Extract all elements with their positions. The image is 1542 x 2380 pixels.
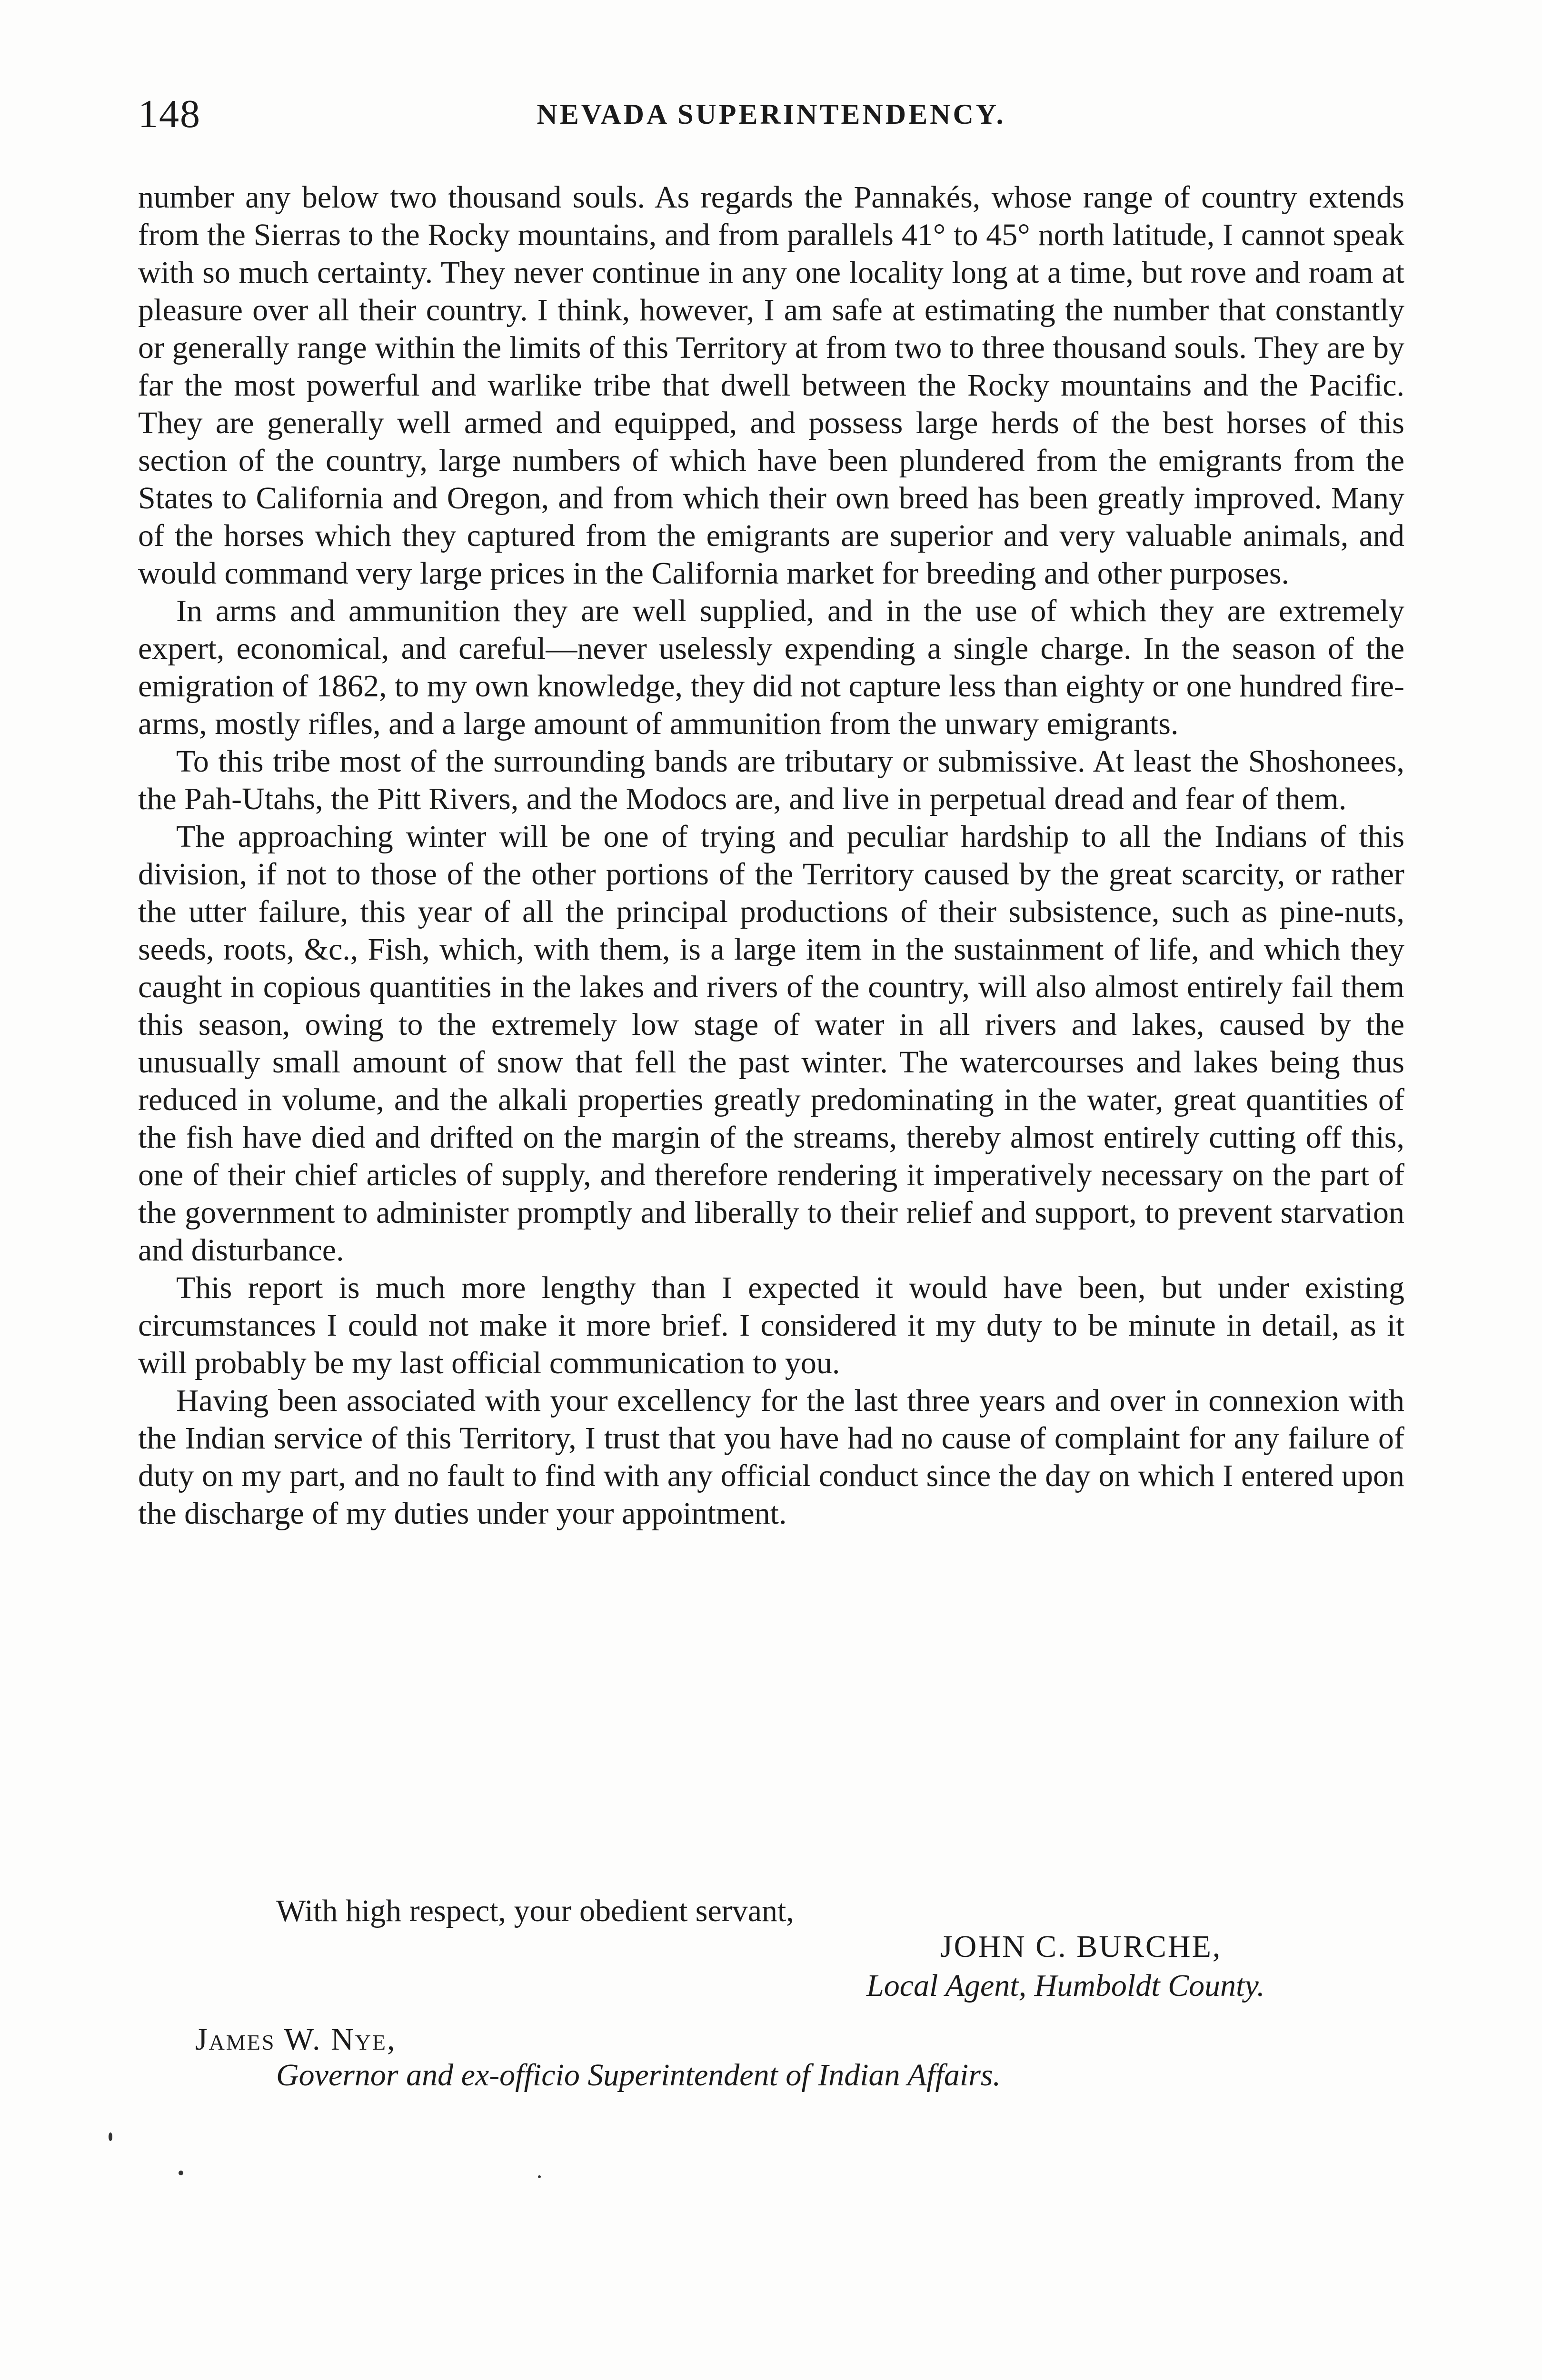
running-title: NEVADA SUPERINTENDENCY.	[537, 99, 1006, 130]
signer-title: Local Agent, Humboldt County.	[866, 1968, 1265, 2003]
paragraph-arms: In arms and ammunition they are well supplied, and in the use of which they are extremely expert, economical, and careful—never uselessly expending a single charge. In the season of the emigration of 1862, to my own knowledge, they did not capture less than eighty or one hundred fire-arms, mostly rifles, and a large amount of ammunition from the unwary emigrants.	[138, 594, 1404, 741]
signer-name: JOHN C. BURCHE,	[940, 1929, 1222, 1964]
paragraph-winter: The approaching winter will be one of trying and peculiar hardship to all the Indians of this division, if not to those of the other portions of the Territory caused by the great scarcity, or rather the utter failure, this year of all the principal productions of their subsistence, such as pine-nuts, seeds, roots, &c., Fish, which, with them, is a large item in the sustainment of life, and which they caught in copious quantities in the lakes and rivers of the country, will also almost entirely fail them this season, owing to the extremely low stage of water in all rivers and lakes, caused by the unusually small amount of snow that fell the past winter. The watercourses and lakes being thus reduced in volume, and the alkali properties greatly predominating in the water, great quantities of the fish have died and drifted on the margin of the streams, thereby almost entirely cutting off this, one of their chief articles of supply, and therefore rendering it imperatively necessary on the part of the government to administer promptly and liberally to their relief and support, to prevent starvation and disturbance.	[138, 819, 1404, 1268]
closing-line: With high respect, your obedient servant,	[276, 1894, 794, 1928]
paragraph-association: Having been associated with your excellency for the last three years and over in connexion with the Indian service of this Territory, I trust that you have had no cause of complaint for any failure of duty on my part, and no fault to find with any official conduct since the day on which I entered upon the discharge of my duties under your appointment.	[138, 1383, 1404, 1531]
paragraph-tributary: To this tribe most of the surrounding bands are tributary or submissive. At least the Shoshonees, the Pah-Utahs, the Pitt Rivers, and the Modocs are, and live in perpetual dread and fear of them.	[138, 744, 1404, 816]
print-speck	[179, 2171, 183, 2175]
page-number: 148	[138, 92, 201, 136]
print-speck	[109, 2132, 112, 2141]
paragraph-report-length: This report is much more lengthy than I expected it would have been, but under existing circumstances I could not make it more brief. I considered it my duty to be minute in detail, as it will probably be my last official communication to you.	[138, 1270, 1404, 1380]
body-text	[138, 178, 1404, 1532]
addressee-name: James W. Nye,	[195, 2022, 397, 2057]
print-speck	[538, 2175, 541, 2178]
paragraph-continuation: number any below two thousand souls. As regards the Pannakés, whose range of country extends from the Sierras to the Rocky mountains, and from parallels 41° to 45° north latitude, I cannot speak with so much certainty. They never continue in any one locality long at a time, but rove and roam at pleasure over all their country. I think, however, I am safe at estimating the number that constantly or generally range within the limits of this Territory at from two to three thousand souls. They are by far the most powerful and warlike tribe that dwell between the Rocky mountains and the Pacific. They are generally well armed and equipped, and possess large herds of the best horses of this section of the country, large numbers of which have been plundered from the emigrants from the States to California and Oregon, and from which their own breed has been greatly improved. Many of the horses which they captured from the emigrants are superior and very valuable animals, and would command very large prices in the California market for breeding and other purposes.	[138, 180, 1404, 591]
page-header	[138, 88, 1404, 140]
addressee-title: Governor and ex-officio Superintendent of Indian Affairs.	[276, 2058, 1001, 2092]
